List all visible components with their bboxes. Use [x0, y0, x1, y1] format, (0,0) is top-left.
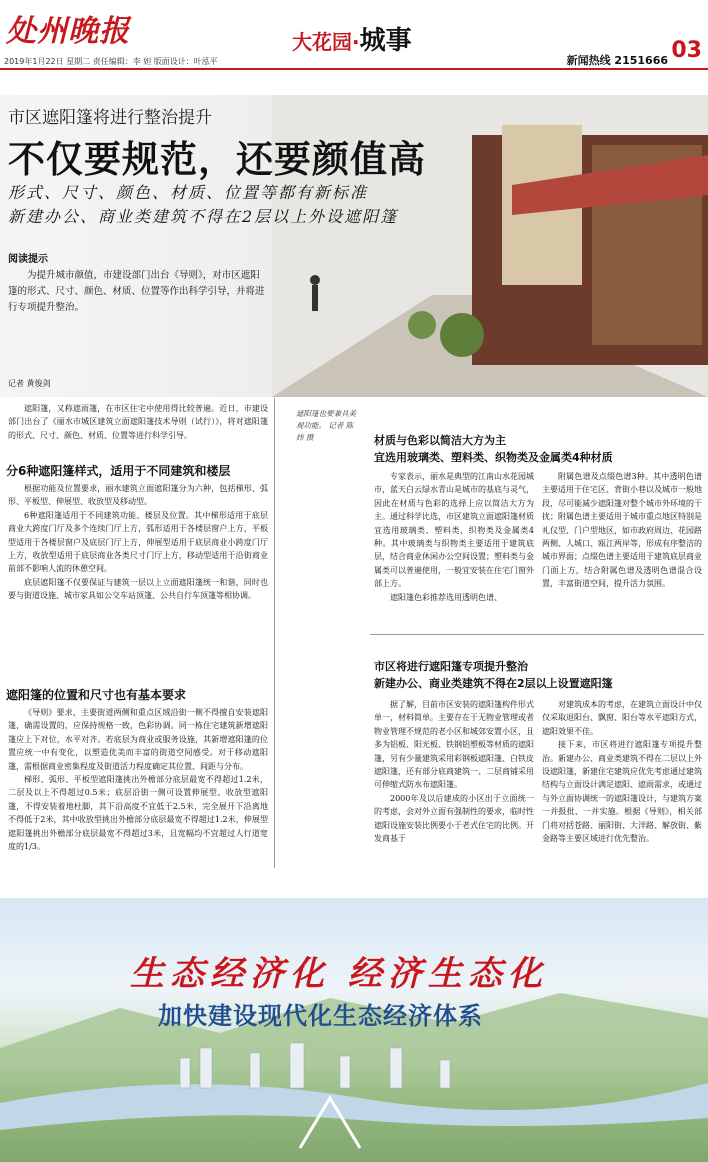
lead-text: 为提升城市颜值，市建设部门出台《导则》，对市区遮阳篷的形式、尺寸、颜色、材质、位置等作出科学引导，并将进行专项提升整治。: [8, 270, 265, 313]
newspaper-logo: 处州晚报: [6, 14, 130, 49]
subheading-position: 遮阳篷的位置和尺寸也有基本要求: [6, 688, 187, 702]
paragraph: 遮阳篷，又称遮雨篷，在市区住宅中使用得比较普遍。近日，市建设部门出台了《丽水市城区建筑立面遮阳篷技术导则（试行）》，将对遮阳篷的形式、尺寸、颜色、材质、位置等进行科学引导。: [8, 404, 268, 440]
masthead: [0, 0, 708, 70]
paragraph: 梯形、弧形、平板型遮阳篷挑出外檐部分底层最宽不得超过1.2米，二层及以上不得超过0.5米；底层沿街一侧可设置伸展型、收放型遮阳篷，不得安装着地杜脚，其下沿高度不宜低于2.5米，完全展开下沿离地不得低于2米，其中收放型挑出外檐部分底层最宽不得超过1.2米，伸展型遮阳篷挑出外檐部分底层最宽不得超过3米，且宽幅均不宜超过人行道宽度的1/3。: [8, 775, 268, 852]
headline-kicker: 市区遮阳篷将进行整治提升: [8, 108, 212, 128]
paragraph: 据了解，目前市区安装的遮阳篷构件形式单一，材料简单。主要存在于无物业管理或者物业管理不规范的老小区和城郊安置小区，且多为铝板、阳光板、铁钢铝塑板等材质的遮阳篷，另有少量建筑采用彩钢板遮阳篷、白铁皮遮阳篷，还有部分底商建筑一、二层商铺采用可伸缩式防水布遮阳篷。: [374, 700, 534, 790]
lead-heading: 阅读提示: [8, 254, 48, 265]
paragraph: 对建筑成本的考虑，在建筑立面设计中仅仅采取退阳台、飘窗、阳台等水平遮阳方式，遮阳效果不佳。: [542, 700, 702, 736]
subheading-materials-2: 宜选用玻璃类、塑料类、织物类及金属类4种材质: [374, 451, 613, 464]
paragraph: 遮阳篷色彩推荐选用透明色谱、: [390, 592, 502, 602]
subheading-materials: 材质与色彩以简洁大方为主: [374, 434, 506, 447]
article-body-renovation-2: [542, 698, 702, 845]
paragraph: 附属色谱及点缀色谱3种。其中透明色谱主要适用于住宅区、背街小巷以及城市一般地段，尽可能减少遮阳篷对整个城市外环境的干扰；附属色谱主要适用于城市重点地区特别是礼仪型、门户型地区，如市政府周边、花园路两侧、人城口、瓯江两岸等，形成有序整洁的城市界面；点缀色谱主要适用于建筑底层商业门面上方，结合附属色谱及透明色谱混合设置，丰富街道空间，提升活力氛围。: [542, 472, 702, 589]
paragraph: 6种遮阳篷适用于不同建筑功能、楼层及位置。其中梯形适用于底层商业大跨度门厅及多个连续门厅上方，弧形适用于各楼层窗户上方，平板型适用于各楼层窗户及底层门厅上方，伸展型适用于底层商业小跨度门厅上方，收放型适用于底层商业各类尺寸门厅上方，移动型适用于沿街商业前部不影响人流的休憩空间。: [8, 510, 268, 574]
byline: 记者 黄俊剑: [8, 379, 51, 388]
article-body-renovation: [374, 698, 534, 845]
subheading-renovation: 市区将进行遮阳篷专项提升整治: [374, 660, 528, 673]
subheading-renovation-2: 新建办公、商业类建筑不得在2层以上设置遮阳篷: [374, 677, 613, 690]
headline-title: 不仅要规范，还要颜值高: [8, 138, 426, 181]
article-intro: [8, 402, 268, 442]
article-body-position: [8, 706, 268, 853]
headline-subtitle-1: 形式、尺寸、颜色、材质、位置等都有新标准: [8, 183, 369, 202]
subheading-styles: 分6种遮阳篷样式，适用于不同建筑和楼层: [6, 464, 231, 478]
paragraph: 接下来，市区将进行遮阳篷专项提升整治。新建办公、商业类建筑不得在二层以上外设遮阳篷，新建住宅建筑应优先考虑通过建筑结构与立面设计满足遮阳、遮雨需求，或通过与外立面协调统一的遮阳篷设计，与建筑方案一并报批、一并实施。根据《导则》，相关部门将对括苍路、丽阳街、大洋路、解放街、紫金路等主要区域进行优先整治。: [542, 740, 702, 844]
section-title-a: 大花园·: [292, 30, 360, 54]
article-body-styles: [8, 482, 268, 603]
section-title: [292, 20, 412, 57]
paragraph: 2000年及以后建成的小区出于立面统一的考虑，会对外立面有强制性的要求，临时性遮阳设施安装比例要小于老式住宅的比例。开发商基于: [374, 793, 534, 844]
dateline: 2019年1月22日 星期二 责任编辑：李 妲 版面设计：叶泓平: [4, 57, 218, 66]
headline-subtitle-2: 新建办公、商业类建筑不得在2层以上外设遮阳篷: [8, 207, 399, 226]
paragraph: 《导则》要求，主要街道两侧和重点区域沿街一侧不得擅自安装遮阳篷，确需设置的，应保持规格一致，色彩协调。同一栋住宅建筑新增遮阳篷应上下对位，水平对齐。若底层为商业或服务设施，其新增遮阳篷的位置应统一中有变化，以塑造优美而丰富的街道空间感受。对于移动遮阳篷，需根据商业密集程度及街道活力程度确定其位置、间距与分布。: [8, 708, 268, 771]
paragraph: 根据功能及位置要求，丽水建筑立面遮阳篷分为六种，包括梯形、弧形、平板型、伸展型、收放型及移动型。: [8, 484, 268, 507]
banner-slogan-1: 生态经济化 经济生态化: [130, 954, 548, 994]
section-divider: [370, 634, 704, 635]
article-body-colors: [542, 470, 702, 591]
masthead-rule: [0, 68, 708, 70]
paragraph: 专家表示，丽水是典型的江南山水花园城市，蓝天白云绿水青山是城市的基底与灵气，因此在材质与色彩的选择上应以简洁大方为主。通过科学比选，市区建筑立面遮阳篷材质宜选用玻璃类、塑料类、织物类及金属类4种。其中玻璃类与织物类主要适用于建筑底层，结合商业休闲办公空间设置；塑料类与金属类可以普遍使用，一般宜安装在住宅门窗外部上方。: [374, 472, 534, 589]
column-divider: [274, 398, 275, 868]
section-title-b: 城事: [359, 26, 412, 56]
banner-slogan-2: 加快建设现代化生态经济体系: [158, 1002, 483, 1030]
news-hotline: 新闻热线 2151666: [566, 54, 668, 67]
page-number: 03: [671, 38, 702, 63]
article-body-materials: [374, 470, 534, 604]
paragraph: 底层遮阳篷不仅要保证与建筑一层以上立面遮阳篷统一和谐，同时也要与街道设施、城市家具如公交车站顶篷、公共自行车顶篷等相协调。: [8, 577, 268, 601]
photo-caption: 遮阳篷也要兼具美观功能。 记者 陈炜 摄: [296, 409, 356, 442]
